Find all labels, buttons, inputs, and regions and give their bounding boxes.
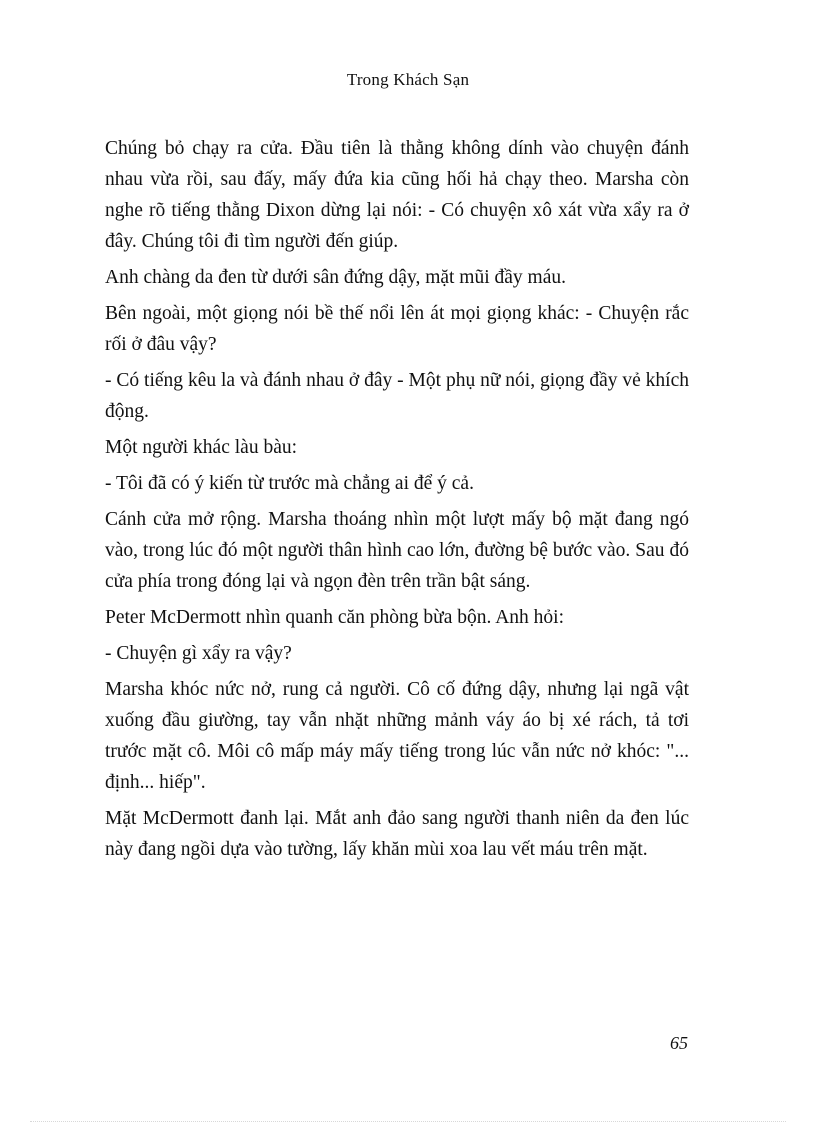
body-text (105, 133, 689, 870)
paragraph: Mặt McDermott đanh lại. Mắt anh đảo sang người thanh niên da đen lúc này đang ngồi dựa vào tường, lấy khăn mùi xoa lau vết máu trên mặt. (105, 808, 689, 860)
paragraph: Marsha khóc nức nở, rung cả người. Cô cố đứng dậy, nhưng lại ngã vật xuống đầu giường, tay vẫn nhặt những mảnh váy áo bị xé rách, tả tơi trước mặt cô. Môi cô mấp máy mấy tiếng trong lúc vẫn nức nở khóc: "... định... hiếp". (105, 679, 689, 793)
paragraph: - Tôi đã có ý kiến từ trước mà chẳng ai để ý cả. (105, 473, 474, 494)
paragraph: - Có tiếng kêu la và đánh nhau ở đây - Một phụ nữ nói, giọng đầy vẻ khích động. (105, 370, 689, 422)
paragraph: - Chuyện gì xẩy ra vậy? (105, 643, 292, 664)
paragraph: Bên ngoài, một giọng nói bề thế nổi lên át mọi giọng khác: - Chuyện rắc rối ở đâu vậy? (105, 303, 689, 355)
page-bottom-divider (30, 1121, 786, 1122)
paragraph: Cánh cửa mở rộng. Marsha thoáng nhìn một lượt mấy bộ mặt đang ngó vào, trong lúc đó một người thân hình cao lớn, đường bệ bước vào. Sau đó cửa phía trong đóng lại và ngọn đèn trên trần bật sáng. (105, 509, 689, 592)
running-header: Trong Khách Sạn (346, 70, 470, 89)
paragraph: Một người khác làu bàu: (105, 437, 298, 458)
paragraph: Peter McDermott nhìn quanh căn phòng bừa bộn. Anh hỏi: (105, 607, 564, 628)
page-number: 65 (670, 1033, 688, 1053)
paragraph: Anh chàng da đen từ dưới sân đứng dậy, mặt mũi đầy máu. (105, 267, 566, 288)
paragraph: Chúng bỏ chạy ra cửa. Đầu tiên là thằng không dính vào chuyện đánh nhau vừa rồi, sau đấy, mấy đứa kia cũng hối hả chạy theo. Marsha còn nghe rõ tiếng thằng Dixon dừng lại nói: - Có chuyện xô xát vừa xẩy ra ở đây. Chúng tôi đi tìm người đến giúp. (105, 138, 689, 252)
